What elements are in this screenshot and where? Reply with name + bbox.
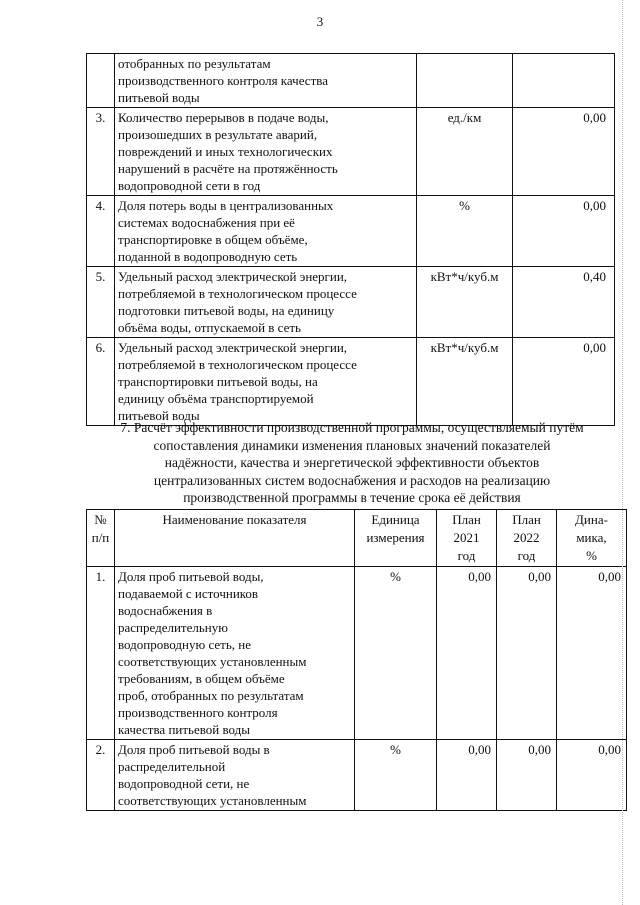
text-line: 2021 <box>453 530 480 545</box>
text-line: требованиям, в общем объёме <box>118 671 285 686</box>
text-line: Количество перерывов в подаче воды, <box>118 110 329 125</box>
row-number: 4. <box>87 196 115 267</box>
indicator-name <box>115 54 417 108</box>
table-row <box>87 54 615 108</box>
indicators-table-continued <box>86 53 615 426</box>
text-line: объёма воды, отпускаемой в сеть <box>118 320 301 335</box>
unit <box>417 54 513 108</box>
text-line: 2022 <box>513 530 540 545</box>
value: 0,00 <box>513 108 615 196</box>
text-line: производственной программы в течение срока её действия <box>183 490 521 505</box>
page-number: 3 <box>316 14 324 29</box>
indicator-name <box>115 338 417 426</box>
unit: % <box>417 196 513 267</box>
unit: кВт*ч/куб.м <box>417 267 513 338</box>
dynamics-value: 0,00 <box>557 740 627 811</box>
row-number: 2. <box>87 740 115 811</box>
text-line: питьевой воды <box>118 408 200 423</box>
text-line: Наименование показателя <box>162 512 307 527</box>
text-line: поданной в водопроводную сеть <box>118 249 298 264</box>
text-line: п/п <box>91 530 110 545</box>
text-line: подаваемой с источников <box>118 586 259 601</box>
text-line: отобранных по результатам <box>118 56 271 71</box>
value: 0,40 <box>513 267 615 338</box>
table-row <box>87 740 627 811</box>
text-line: Доля проб питьевой воды в <box>118 742 270 757</box>
text-line: водопроводной сети, не <box>118 776 250 791</box>
row-number: 3. <box>87 108 115 196</box>
row-number: 1. <box>87 567 115 740</box>
text-line: год <box>457 548 476 563</box>
text-line: водоснабжения в <box>118 603 213 618</box>
unit: ед./км <box>417 108 513 196</box>
text-line: Доля потерь воды в централизованных <box>118 198 334 213</box>
table-row <box>87 267 615 338</box>
text-line: План <box>452 512 481 527</box>
unit: % <box>355 567 437 740</box>
header-name <box>115 510 355 567</box>
value <box>513 54 615 108</box>
row-number: 6. <box>87 338 115 426</box>
header-num <box>87 510 115 567</box>
text-line: качества питьевой воды <box>118 722 251 737</box>
row-number: 5. <box>87 267 115 338</box>
plan-2021-value: 0,00 <box>437 740 497 811</box>
table-row <box>87 196 615 267</box>
indicator-name <box>115 196 417 267</box>
text-line: 7. Расчёт эффективности производственной программы, осуществляемый путём <box>120 420 584 435</box>
text-line: План <box>512 512 541 527</box>
text-line: нарушений в расчёте на протяжённость <box>118 161 338 176</box>
text-line: Единица <box>371 512 420 527</box>
indicator-name <box>115 567 355 740</box>
text-line: соответствующих установленным <box>118 793 307 808</box>
text-line: Удельный расход электрической энергии, <box>118 340 348 355</box>
table-row <box>87 108 615 196</box>
text-line: год <box>517 548 536 563</box>
text-line: соответствующих установленным <box>118 654 307 669</box>
text-line: Удельный расход электрической энергии, <box>118 269 348 284</box>
text-line: производственного контроля качества <box>118 73 328 88</box>
row-number <box>87 54 115 108</box>
indicator-name <box>115 267 417 338</box>
text-line: мика, <box>576 530 607 545</box>
table-row <box>87 338 615 426</box>
text-line: измерения <box>366 530 425 545</box>
text-line: производственного контроля <box>118 705 278 720</box>
text-line: распределительной <box>118 759 226 774</box>
text-line: повреждений и иных технологических <box>118 144 333 159</box>
text-line: потребляемой в технологическом процессе <box>118 286 357 301</box>
header-unit <box>355 510 437 567</box>
header-plan-2021 <box>437 510 497 567</box>
text-line: транспортировки питьевой воды, на <box>118 374 318 389</box>
section-7-title <box>82 419 622 507</box>
indicator-name <box>115 108 417 196</box>
text-line: единицу объёма транспортируемой <box>118 391 314 406</box>
text-line: водопроводной сети в год <box>118 178 261 193</box>
header-dynamics <box>557 510 627 567</box>
text-line: % <box>586 548 597 563</box>
text-line: Доля проб питьевой воды, <box>118 569 264 584</box>
text-line: системах водоснабжения при её <box>118 215 295 230</box>
dynamics-value: 0,00 <box>557 567 627 740</box>
text-line: произошедших в результате аварий, <box>118 127 318 142</box>
text-line: питьевой воды <box>118 90 200 105</box>
text-line: надёжности, качества и энергетической эффективности объектов <box>164 455 540 470</box>
text-line: подготовки питьевой воды, на единицу <box>118 303 335 318</box>
plan-2022-value: 0,00 <box>497 567 557 740</box>
text-line: сопоставления динамики изменения плановых значений показателей <box>153 437 551 453</box>
text-line: потребляемой в технологическом процессе <box>118 357 357 372</box>
table-header-row <box>87 510 627 567</box>
text-line: № <box>94 512 107 527</box>
text-line: водопроводную сеть, не <box>118 637 251 652</box>
plan-2022-value: 0,00 <box>497 740 557 811</box>
text-line: распределительную <box>118 620 228 635</box>
text-line: централизованных систем водоснабжения и расходов на реализацию <box>153 472 551 488</box>
efficiency-calculation-table <box>86 509 627 811</box>
text-line: транспортировке в общем объёме, <box>118 232 308 247</box>
text-line: Дина- <box>575 512 608 527</box>
value: 0,00 <box>513 196 615 267</box>
scan-edge-line <box>622 0 624 905</box>
text-line: проб, отобранных по результатам <box>118 688 304 703</box>
unit: % <box>355 740 437 811</box>
table-row <box>87 567 627 740</box>
value: 0,00 <box>513 338 615 426</box>
header-plan-2022 <box>497 510 557 567</box>
plan-2021-value: 0,00 <box>437 567 497 740</box>
unit: кВт*ч/куб.м <box>417 338 513 426</box>
indicator-name <box>115 740 355 811</box>
